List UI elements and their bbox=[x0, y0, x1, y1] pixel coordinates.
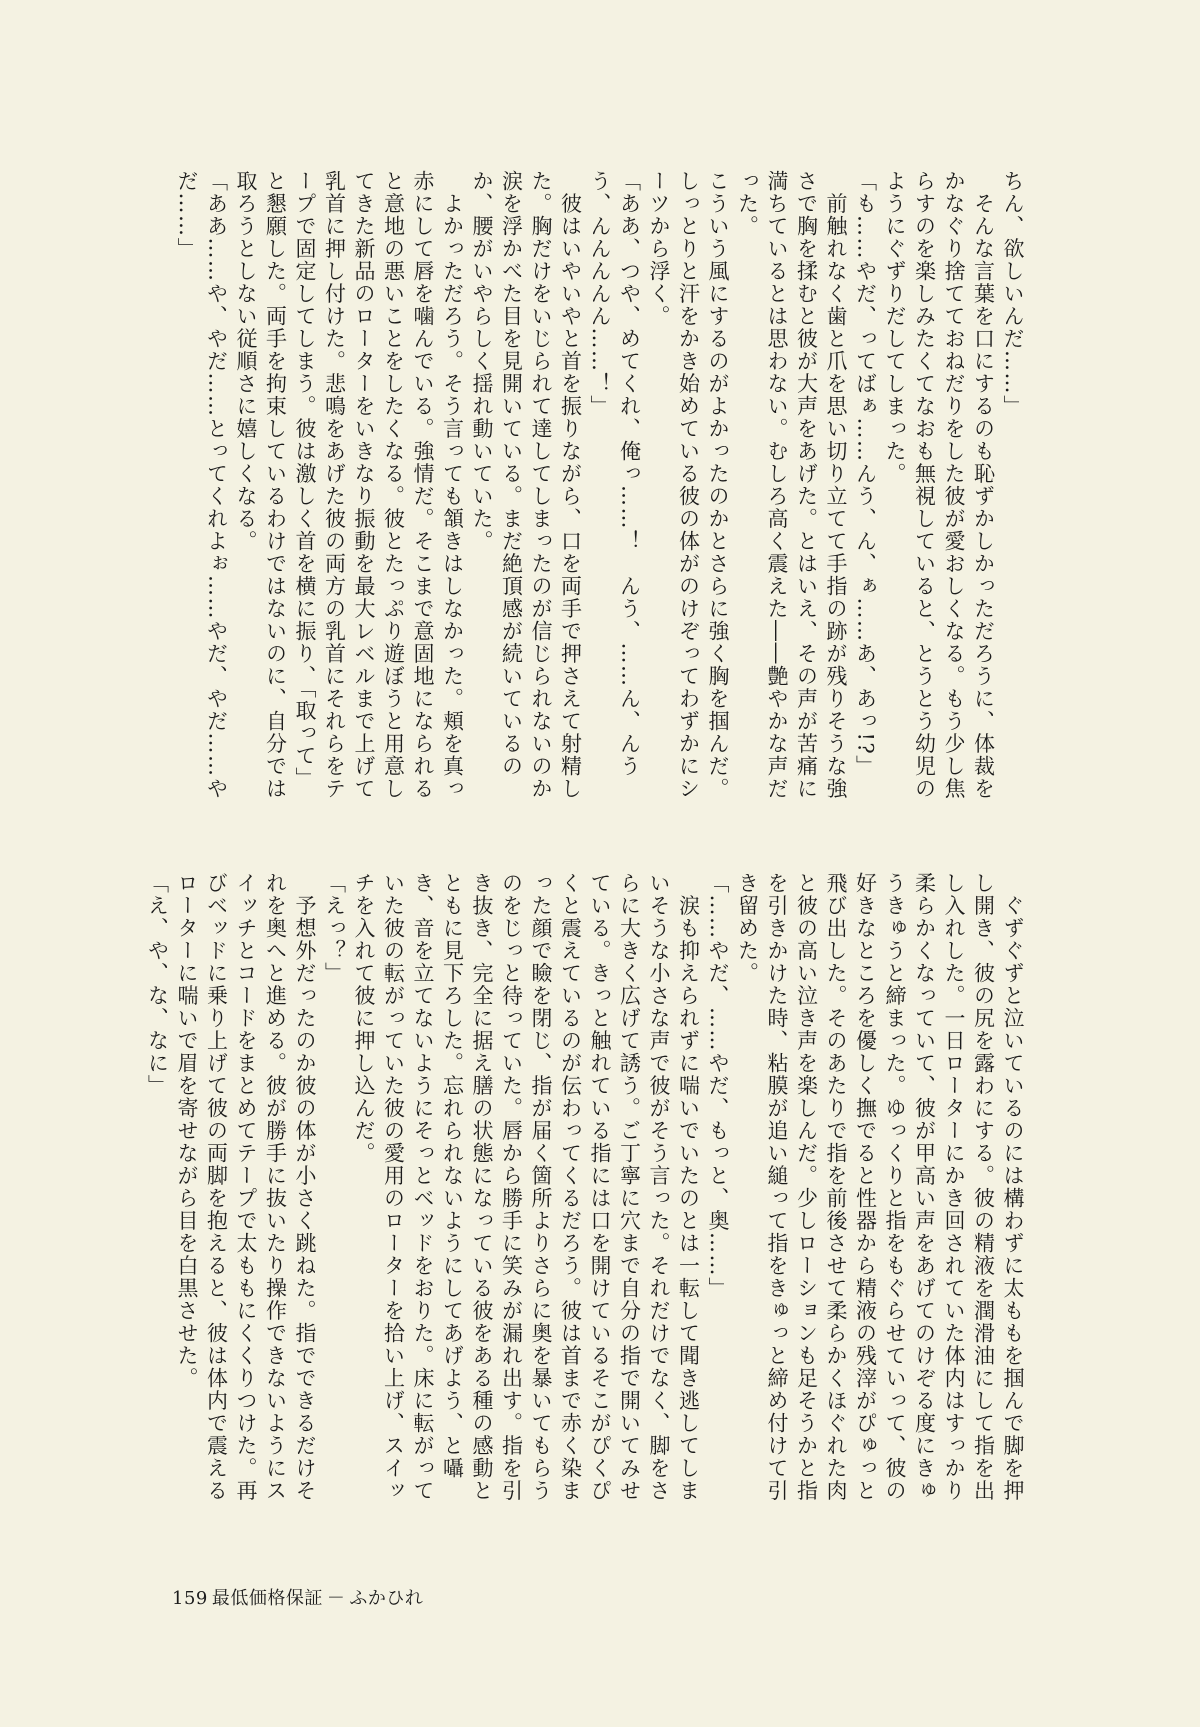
paragraph: ちん、欲しいんだ……」 bbox=[1001, 170, 1025, 418]
paragraph: 「え、や、な、なに」 bbox=[145, 872, 170, 1097]
footer-separator: － bbox=[326, 1588, 346, 1609]
paragraph: そんな言葉を口にするのも恥ずかしかっただろうに、体裁をかなぐり捨てておねだりをした彼が愛おしくなる。もう少し焦らすのを楽しみたくてなおも無視していると、とうとう幼児のようにぐずりだしてしまった。 bbox=[883, 170, 996, 800]
paragraph: 予想外だったのか彼の体が小さく跳ねた。指でできるだけそれを奥へと進める。彼が勝手に抜いたり操作できないようにスイッチとコードをまとめてテープで太ももにくくりつけた。再びベッドに乗り上げて彼の両脚を抱えると、彼は体内で震えるローターに喘いで眉を寄せながら目を白黒させた。 bbox=[175, 872, 317, 1502]
author-name: ふかひれ bbox=[349, 1588, 424, 1609]
page-number: 159 bbox=[172, 1588, 208, 1609]
paragraph: 「も……やだ、ってばぁ……んう、ん、ぁ……あ、あっ!?」 bbox=[853, 170, 878, 778]
paragraph: 「ああ、つや、めてくれ、俺っ……！ んう、……ん、んうう、んんんんん……！」 bbox=[588, 170, 642, 778]
paragraph: ぐずぐずと泣いているのには構わずに太ももを掴んで脚を押し開き、彼の尻を露わにする。彼の精液を潤滑油にして指を出し入れした。一日ローターにかき回されていた体内はすっかり柔らかくなっていて、彼が甲高い声をあげてのけぞる度にきゅうきゅうと締まった。ゆっくりと指をもぐらせていって、彼の好きなところを優しく撫でると性器から精液の残滓がぴゅっと飛び出した。そのあたりで指を前後させて柔らかくほぐれた肉と彼の高い泣き声を楽しんだ。少しローションも足そうかと指を引きかけた時、粘膜が追い縋って指をきゅっと締め付けて引き留めた。 bbox=[735, 872, 1025, 1502]
paragraph: 「えっ？」 bbox=[322, 872, 347, 985]
paragraph: こういう風にするのがよかったのかとさらに強く胸を掴んだ。しっとりと汗をかき始めている彼の体がのけぞってわずかにシーツから浮く。 bbox=[647, 170, 730, 800]
paragraph: 彼はいやいやと首を振りながら、口を両手で押さえて射精した。胸だけをいじられて達してしまったのが信じられないのか涙を浮かべた目を見開いている。まだ絶頂感が続いているのか、腰がいやらしく揺れ動いていた。 bbox=[470, 170, 583, 800]
paragraph: よかっただろう。そう言っても頷きはしなかった。頬を真っ赤にして唇を噛んでいる。強情だ。そこまで意固地になられると意地の悪いことをしたくなる。彼とたっぷり遊ぼうと用意してきた新品のローターをいきなり振動を最大レベルまで上げて乳首に押し付けた。悲鳴をあげた彼の両方の乳首にそれらをテープで固定してしまう。彼は激しく首を横に振り、「取って」と懇願した。両手を拘束しているわけではないのに、自分では取ろうとしない従順さに嬉しくなる。 bbox=[234, 170, 465, 800]
page-footer bbox=[172, 1584, 427, 1610]
paragraph: 「ああ……や、やだ……とってくれよぉ……やだ、やだ……やだ……」 bbox=[175, 170, 229, 800]
book-title: 最低価格保証 bbox=[211, 1588, 323, 1609]
lower-text-block bbox=[145, 872, 1027, 1512]
paragraph: 涙も抑えられずに喘いでいたのとは一転して聞き逃してしまいそうな小さな声で彼がそう言った。それだけでなく、脚をさらに大きく広げて誘う。ご丁寧に穴まで自分の指で開いてみせている。きっと触れている指には口を開けているそこがぴくぴくと震えているのが伝わってくるだろう。彼は首まで赤く染まった顔で瞼を閉じ、指が届く箇所よりさらに奥を暴いてもらうのをじっと待っていた。唇から勝手に笑みが漏れ出す。指を引き抜き、完全に据え膳の状態になっている彼をある種の感動とともに見下ろした。忘れられないようにしてあげよう、と囁き、音を立てないようにそっとベッドをおりた。床に転がっていた彼の転がっていた彼の愛用のローターを拾い上げ、スイッチを入れて彼に押し込んだ。 bbox=[352, 872, 701, 1502]
upper-text-block bbox=[167, 170, 1027, 810]
paragraph: 「……やだ、……やだ、もっと、奥……」 bbox=[706, 872, 730, 1300]
paragraph: 前触れなく歯と爪を思い切り立てて手指の跡が残りそうな強さで胸を揉むと彼が大声をあげた。とはいえ、その声が苦痛に満ちているとは思わない。むしろ高く震えた――艶やかな声だった。 bbox=[735, 170, 848, 800]
